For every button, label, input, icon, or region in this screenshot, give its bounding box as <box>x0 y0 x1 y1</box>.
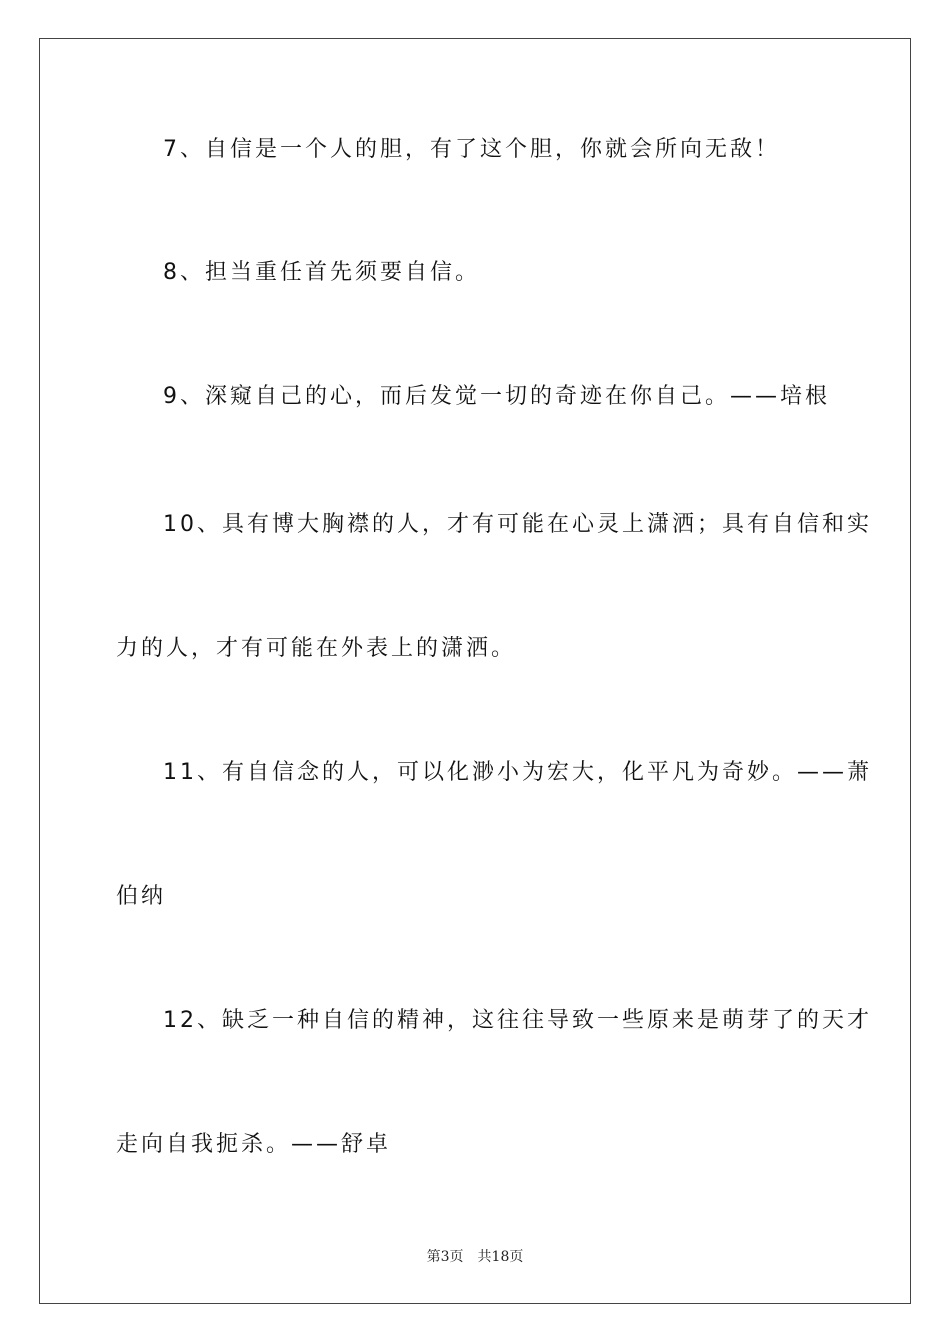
page-number: 第3页 <box>426 1249 464 1265</box>
quote-12-line-1: 12、缺乏一种自信的精神，这往往导致一些原来是萌芽了的天才 <box>163 1008 872 1033</box>
page-frame <box>39 38 911 1304</box>
page-footer <box>0 1248 950 1266</box>
quote-9: 9、深窥自己的心，而后发觉一切的奇迹在你自己。——培根 <box>163 384 830 409</box>
quote-10-line-1: 10、具有博大胸襟的人，才有可能在心灵上潇洒；具有自信和实 <box>163 512 872 537</box>
quote-8: 8、担当重任首先须要自信。 <box>163 260 480 285</box>
quote-12-line-2: 走向自我扼杀。——舒卓 <box>116 1132 392 1157</box>
quote-10-line-2: 力的人，才有可能在外表上的潇洒。 <box>116 636 517 661</box>
page-total: 共18页 <box>477 1249 524 1265</box>
quote-7: 7、自信是一个人的胆，有了这个胆，你就会所向无敌！ <box>163 137 780 162</box>
quote-11-line-2: 伯纳 <box>116 884 167 909</box>
quote-11-line-1: 11、有自信念的人，可以化渺小为宏大，化平凡为奇妙。——萧 <box>163 760 872 785</box>
